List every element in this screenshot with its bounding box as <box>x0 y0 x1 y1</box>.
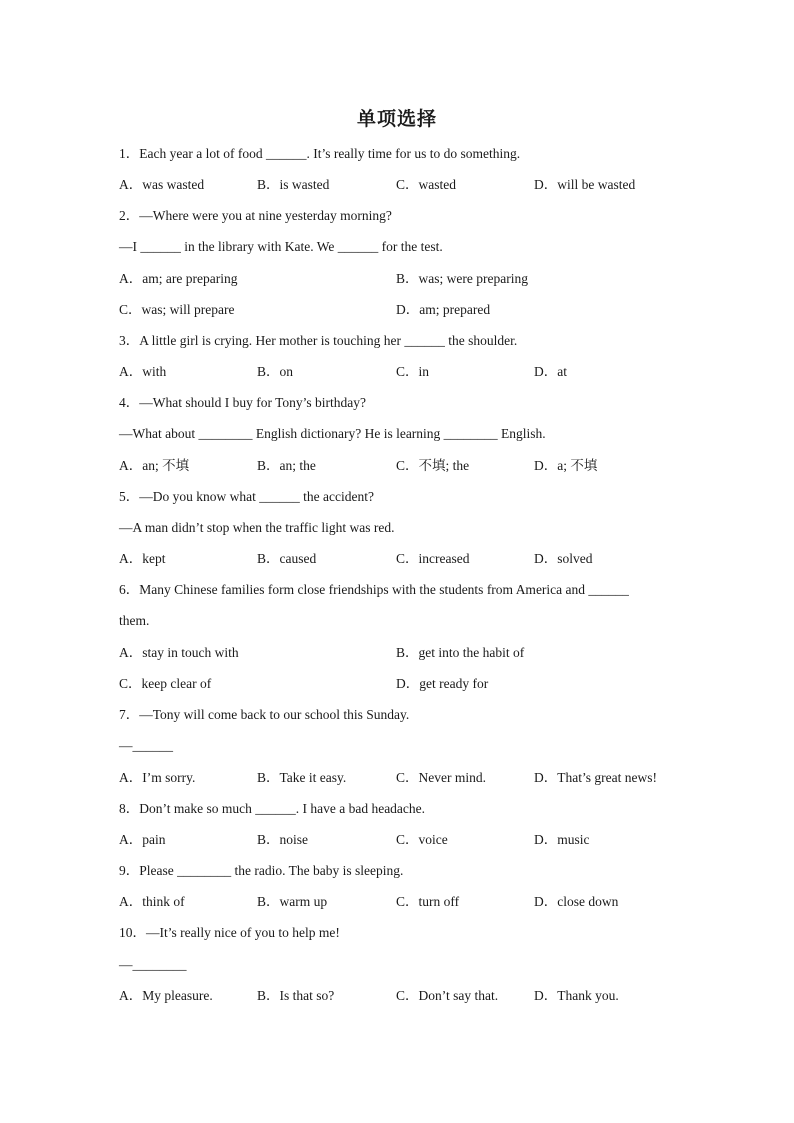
option-a: A．think of <box>119 894 185 909</box>
option-a: A．I’m sorry. <box>119 770 196 785</box>
question-4-options <box>119 456 679 476</box>
option-a: A．an; 不填 <box>119 458 190 473</box>
option-c: C．in <box>396 364 430 379</box>
option-a: A．My pleasure. <box>119 988 213 1003</box>
question-1-options <box>119 175 679 195</box>
question-9-options <box>119 892 679 912</box>
question-10-stem: 10．—It’s really nice of you to help me! <box>119 925 340 940</box>
option-c: C．Never mind. <box>396 770 486 785</box>
option-c: C．keep clear of <box>119 676 212 691</box>
option-c: C．Don’t say that. <box>396 988 499 1003</box>
option-d: D．get ready for <box>396 676 489 691</box>
question-6-options-row2 <box>119 674 679 694</box>
option-b: B．get into the habit of <box>396 645 525 660</box>
question-7-line2: —______ <box>119 738 173 753</box>
option-d: D．a; 不填 <box>534 458 598 473</box>
option-c: C．voice <box>396 832 448 847</box>
option-b: B．was; were preparing <box>396 271 528 286</box>
question-6-options-row1 <box>119 643 679 663</box>
question-3-stem: 3．A little girl is crying. Her mother is touching her ______ the shoulder. <box>119 333 518 348</box>
option-d: D．That’s great news! <box>534 770 657 785</box>
question-4-line2: —What about ________ English dictionary? He is learning ________ English. <box>119 426 546 441</box>
option-b: B．an; the <box>257 458 316 473</box>
option-b: B．Take it easy. <box>257 770 347 785</box>
question-7-options <box>119 768 679 788</box>
question-5-line2: —A man didn’t stop when the traffic light was red. <box>119 520 395 535</box>
option-b: B．on <box>257 364 294 379</box>
option-c: C．wasted <box>396 177 456 192</box>
question-9-stem: 9．Please ________ the radio. The baby is sleeping. <box>119 863 404 878</box>
option-d: D．at <box>534 364 567 379</box>
question-7-stem: 7．—Tony will come back to our school this Sunday. <box>119 707 410 722</box>
option-b: B．caused <box>257 551 317 566</box>
option-a: A．with <box>119 364 167 379</box>
question-4-stem: 4．—What should I buy for Tony’s birthday? <box>119 395 367 410</box>
question-8-options <box>119 830 679 850</box>
question-2-options-row1 <box>119 269 679 289</box>
option-a: A．stay in touch with <box>119 645 239 660</box>
question-5-options <box>119 549 679 569</box>
option-d: D．music <box>534 832 590 847</box>
option-d: D．am; prepared <box>396 302 491 317</box>
option-d: D．close down <box>534 894 619 909</box>
option-c: C．was; will prepare <box>119 302 235 317</box>
question-2-line2: —I ______ in the library with Kate. We ______ for the test. <box>119 239 443 254</box>
page-title: 单项选择 <box>356 108 437 130</box>
option-b: B．noise <box>257 832 309 847</box>
option-c: C．increased <box>396 551 470 566</box>
question-3-options <box>119 362 679 382</box>
question-6-stem: 6．Many Chinese families form close friendships with the students from America and ______ <box>119 582 629 597</box>
option-a: A．pain <box>119 832 166 847</box>
question-10-options <box>119 986 679 1006</box>
option-b: B．is wasted <box>257 177 330 192</box>
question-8-stem: 8．Don’t make so much ______. I have a bad headache. <box>119 801 426 816</box>
question-5-stem: 5．—Do you know what ______ the accident? <box>119 489 374 504</box>
question-6-line2: them. <box>119 613 150 628</box>
option-d: D．Thank you. <box>534 988 619 1003</box>
option-b: B．warm up <box>257 894 328 909</box>
option-a: A．was wasted <box>119 177 205 192</box>
question-2-stem: 2．—Where were you at nine yesterday morning? <box>119 208 392 223</box>
option-d: D．will be wasted <box>534 177 636 192</box>
option-c: C．不填; the <box>396 458 470 473</box>
option-a: A．am; are preparing <box>119 271 238 286</box>
question-10-line2: —________ <box>119 957 187 972</box>
question-2-options-row2 <box>119 300 679 320</box>
question-1-stem: 1．Each year a lot of food ______. It’s really time for us to do something. <box>119 146 521 161</box>
option-c: C．turn off <box>396 894 460 909</box>
option-b: B．Is that so? <box>257 988 335 1003</box>
option-a: A．kept <box>119 551 166 566</box>
option-d: D．solved <box>534 551 593 566</box>
